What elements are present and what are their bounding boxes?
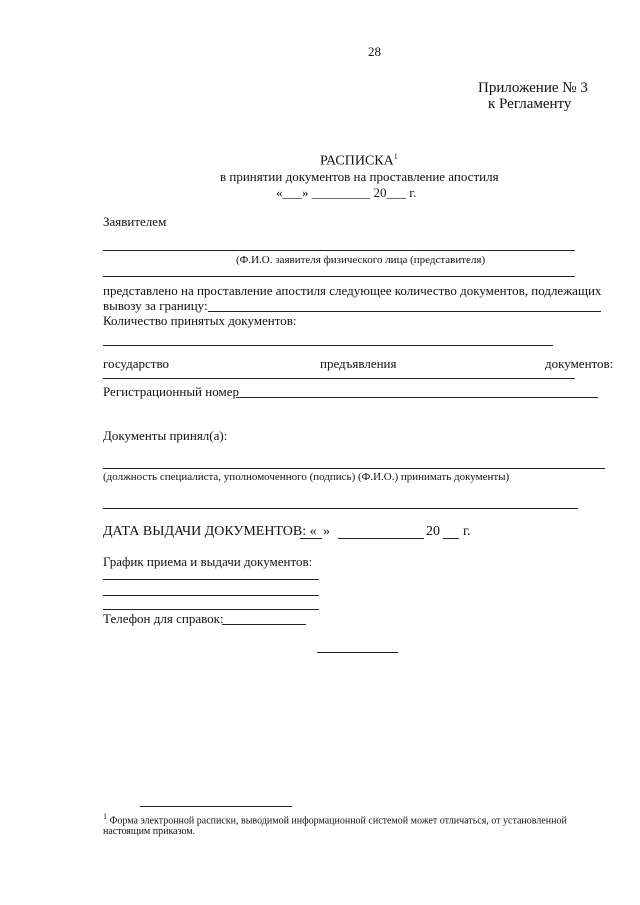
docs-count-line <box>103 345 553 346</box>
country-line <box>103 378 575 379</box>
issue-date-close-quote: » <box>323 524 330 539</box>
position-caption: (должность специалиста, уполномоченного (подпись) (Ф.И.О.) принимать документы) <box>103 471 510 483</box>
submitted-line <box>208 311 601 312</box>
schedule-label: График приема и выдачи документов: <box>103 554 313 569</box>
title-date-line: «___» _________ 20___ г. <box>276 185 417 200</box>
country-word-3: документов: <box>545 356 614 371</box>
schedule-line-3 <box>103 609 319 610</box>
country-word-1: государство <box>103 356 169 371</box>
schedule-line-1 <box>103 579 319 580</box>
page-number: 28 <box>368 44 381 59</box>
position-line <box>103 508 578 509</box>
issue-month-line <box>338 538 424 539</box>
document-subtitle: в принятии документов на проставление апостиля <box>220 169 499 184</box>
accepted-label: Документы принял(а): <box>103 428 228 443</box>
reg-number-line <box>236 397 598 398</box>
phone-label: Телефон для справок: <box>103 611 224 626</box>
title-footnote-mark: 1 <box>393 152 398 161</box>
appendix-line2: к Регламенту <box>488 96 572 112</box>
fio-caption: (Ф.И.О. заявителя физического лица (представителя) <box>236 254 486 266</box>
document-title: РАСПИСКА$^1$ <box>320 152 398 169</box>
country-word-2: предъявления <box>320 356 397 371</box>
docs-count-label: Количество принятых документов: <box>103 313 297 328</box>
appendix-line1: Приложение № 3 <box>478 80 588 96</box>
submitted-text-line2: вывозу за границу: <box>103 298 208 313</box>
applicant-extra-line <box>103 276 575 277</box>
reg-number-label: Регистрационный номер <box>103 384 239 399</box>
issue-year-line <box>443 538 459 539</box>
footnote-line2: настоящим приказом. <box>103 826 196 837</box>
footnote-line1: $^1$ Форма электронной расписки, выводимой информационной системой может отличаться, от установленной <box>103 812 567 827</box>
submitted-text-line1: представлено на проставление апостиля следующее количество документов, подлежащих <box>103 283 602 298</box>
applicant-name-line <box>103 250 575 251</box>
end-separator <box>317 652 398 653</box>
issue-day-line <box>300 538 322 539</box>
schedule-line-2 <box>103 595 319 596</box>
issue-date-label: ДАТА ВЫДАЧИ ДОКУМЕНТОВ: « <box>103 524 317 539</box>
applicant-label: Заявителем <box>103 214 167 229</box>
accepted-line <box>103 468 605 469</box>
issue-year-prefix: 20 <box>426 524 440 539</box>
phone-line <box>222 624 306 625</box>
footnote-mark: 1 <box>103 812 107 821</box>
footnote-separator <box>140 806 292 807</box>
issue-year-suffix: г. <box>463 524 471 539</box>
